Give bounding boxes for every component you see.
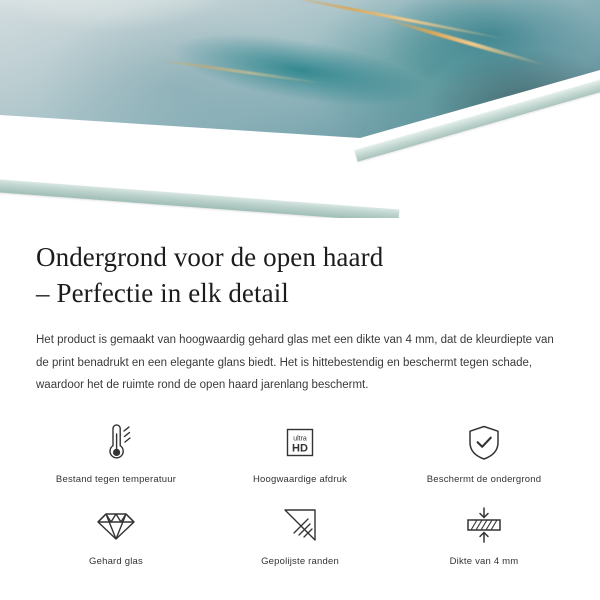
description-paragraph: Het product is gemaakt van hoogwaardig gehard glas met een dikte van 4 mm, dat de kleurdiepte van de print benadrukt en een elegante glans biedt. Het is hittebestendig en beschermt tegen schade, waardoor het de ruimte rond de open haard jarenlang beschermt. [36,334,554,392]
feature-label: Dikte van 4 mm [449,555,519,567]
sparkle-icon [498,152,544,198]
svg-text:ultra: ultra [293,435,307,443]
headline-line-1: Ondergrond voor de open haard [36,242,384,272]
thermometer-icon [96,421,136,465]
cream-wash [0,0,260,30]
marble-artwork [0,0,600,218]
diamond-icon [94,503,138,547]
feature-print-quality [208,421,392,503]
feature-surface-protection [392,421,576,503]
svg-text:HD: HD [292,442,308,455]
text-content [0,218,600,397]
feature-label: Gepolijste randen [261,555,339,567]
feature-grid [0,421,600,585]
glass-edge-front [0,178,399,218]
feature-label: Gehard glas [89,555,143,567]
polished-edges-icon [281,503,319,547]
feature-polished-edges [208,503,392,585]
sparkle-small-icon [527,178,549,200]
thickness-icon [462,503,506,547]
feature-tempered-glass [24,503,208,585]
feature-label: Bestand tegen temperatuur [55,473,177,485]
dark-wash [430,50,600,160]
page-title [36,240,564,311]
shield-check-icon [464,421,504,465]
feature-label: Hoogwaardige afdruk [252,473,348,485]
hero-image [0,0,600,218]
ultra-hd-icon [280,421,320,465]
feature-thickness [392,503,576,585]
headline-line-2: – Perfectie in elk detail [36,277,289,308]
feature-label: Beschermt de ondergrond [426,473,542,485]
feature-temperature [24,421,208,503]
